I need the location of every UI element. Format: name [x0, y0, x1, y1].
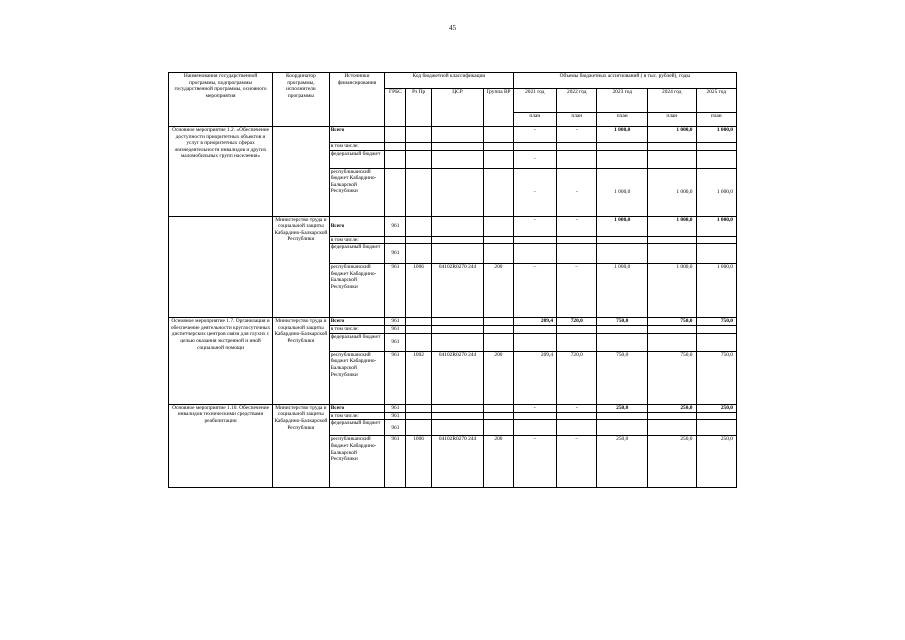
- m12-ex-total-row: [169, 216, 737, 236]
- m12-ex-republic-grbs: 961: [385, 264, 406, 318]
- header-sources: Источники финансирования: [329, 73, 385, 127]
- m12-republic-2025: 1 000,0: [696, 168, 737, 216]
- m12-executor: Министерство труда и социальной защиты Кабардино-Балкарской Республики: [273, 216, 330, 318]
- m110-republic-csr: 04102R0270 244: [431, 436, 484, 488]
- header-plan-2021: план: [513, 113, 556, 127]
- m17-total-2025: 750,0: [696, 318, 737, 326]
- m110-incl-label: в том числе:: [329, 412, 385, 420]
- budget-table: [168, 72, 737, 488]
- m17-executor: Министерство труда и социальной защиты Кабардино-Балкарской Республики: [273, 318, 330, 405]
- m12-ex-total-2023: 1 000,0: [597, 216, 648, 236]
- header-coordinator: Координатор программы, исполнители программы: [273, 73, 330, 127]
- m12-coordinator-empty: [273, 127, 330, 217]
- m110-federal-grbs: 961: [385, 420, 406, 436]
- header-year-2024: 2024 год: [648, 89, 697, 113]
- m110-executor: Министерство труда и социальной защиты Кабардино-Балкарской Республики: [273, 404, 330, 488]
- m17-total-2023: 750,0: [597, 318, 648, 326]
- m12-ex-republic-2025: 1 000,0: [696, 264, 737, 318]
- m110-federal-label: федеральный бюджет: [329, 420, 385, 436]
- m17-republic-2024: 750,0: [648, 351, 697, 404]
- m17-republic-2023: 750,0: [597, 351, 648, 404]
- m12-ex-republic-vr: 200: [484, 264, 513, 318]
- m17-federal-grbs: 961: [385, 333, 406, 351]
- m12-total-label: Всего: [329, 127, 385, 143]
- header-vr: Группа ВР: [484, 89, 513, 127]
- m110-total-grbs: 961: [385, 404, 406, 412]
- m12-republic-2022: -: [557, 168, 597, 216]
- header-year-2022: 2022 год: [557, 89, 597, 113]
- m110-total-2023: 250,0: [597, 404, 648, 412]
- m17-republic-rzpr: 1002: [406, 351, 431, 404]
- m110-total-label: Всего: [329, 404, 385, 412]
- m110-total-2022: -: [557, 404, 597, 412]
- m12-ex-federal-label: федеральный бюджет: [329, 244, 385, 264]
- m12-ex-federal-grbs: 961: [385, 244, 406, 264]
- header-budget-code: Код бюджетной классификации: [385, 73, 513, 89]
- m110-republic-2025: 250,0: [696, 436, 737, 488]
- m17-total-2024: 750,0: [648, 318, 697, 326]
- m12-total-2024: 1 000,0: [648, 127, 697, 143]
- m12-total-vr: [484, 127, 513, 143]
- header-csr: ЦСР: [431, 89, 484, 127]
- m17-incl-label: в том числе:: [329, 326, 385, 334]
- m12-republic-label: республиканский бюджет Кабардино-Балкарской Республики: [329, 168, 385, 216]
- m17-total-2022: 720,0: [557, 318, 597, 326]
- m12-total-rzpr: [406, 127, 431, 143]
- m12-total-row: [169, 127, 737, 143]
- m12-ex-republic-csr: 04102R0270 244: [431, 264, 484, 318]
- m17-total-row: [169, 318, 737, 326]
- m110-title: Основное мероприятие 1.10. Обеспечение инвалидов техническими средствами реабилитации: [169, 404, 273, 488]
- m110-republic-2021: –: [513, 436, 556, 488]
- m17-total-grbs: 961: [385, 318, 406, 326]
- header-row-1: [169, 73, 737, 89]
- m12-title: Основное мероприятие 1.2. «Обеспечение доступности приоритетных объектов и услуг в приоритетных сферах жизнедеятельности инвалидов и других маломобильных групп населения»: [169, 127, 273, 217]
- m12-republic-2021: -: [513, 168, 556, 216]
- m12-federal-label: федеральный бюджет: [329, 150, 385, 168]
- header-rzpr: Рз Пр: [406, 89, 431, 127]
- m17-republic-vr: 200: [484, 351, 513, 404]
- m17-total-2021: 209,4: [513, 318, 556, 326]
- m17-republic-2025: 750,0: [696, 351, 737, 404]
- m17-incl-grbs: 961: [385, 326, 406, 334]
- m12-ex-total-2025: 1 000,0: [696, 216, 737, 236]
- m17-republic-csr: 04102R0270 244: [431, 351, 484, 404]
- m110-republic-vr: 200: [484, 436, 513, 488]
- m17-title: Основное мероприятие 1.7. Организация и обеспечение деятельности круглосуточных диспетчерских центров связи для глухих с целью оказания экстренной и иной социальной помощи: [169, 318, 273, 405]
- m12-ex-name-empty: [169, 216, 273, 318]
- m12-ex-incl-label: в том числе:: [329, 236, 385, 244]
- m12-republic-2024: 1 000,0: [648, 168, 697, 216]
- header-year-2025: 2025 год: [696, 89, 737, 113]
- m12-ex-total-2024: 1 000,0: [648, 216, 697, 236]
- m12-total-csr: [431, 127, 484, 143]
- m110-incl-grbs: 961: [385, 412, 406, 420]
- header-plan-2024: план: [648, 113, 697, 127]
- m110-republic-2022: –: [557, 436, 597, 488]
- m12-ex-total-label: Всего: [329, 216, 385, 236]
- header-plan-2025: план: [696, 113, 737, 127]
- m110-republic-2023: 250,0: [597, 436, 648, 488]
- m12-total-2021: -: [513, 127, 556, 143]
- m17-federal-label: федеральный бюджет: [329, 333, 385, 351]
- m12-total-2022: -: [557, 127, 597, 143]
- m110-republic-2024: 250,0: [648, 436, 697, 488]
- m12-federal-2021: -: [513, 150, 556, 168]
- m12-ex-republic-2024: 1 000,0: [648, 264, 697, 318]
- m12-total-2025: 1 000,0: [696, 127, 737, 143]
- m12-ex-republic-rzpr: 1006: [406, 264, 431, 318]
- m12-ex-total-grbs: 961: [385, 216, 406, 236]
- m110-republic-rzpr: 1006: [406, 436, 431, 488]
- m110-republic-label: республиканский бюджет Кабардино-Балкарской Республики: [329, 436, 385, 488]
- header-volumes: Объемы бюджетных ассигнований ( в тыс. рублей), годы: [513, 73, 736, 89]
- m17-republic-grbs: 961: [385, 351, 406, 404]
- header-year-2023: 2023 год: [597, 89, 648, 113]
- header-plan-2022: план: [557, 113, 597, 127]
- m110-total-row: [169, 404, 737, 412]
- m12-incl-label: в том числе:: [329, 143, 385, 151]
- m12-ex-republic-label: республиканский бюджет Кабардино-Балкарской Республики: [329, 264, 385, 318]
- m17-republic-2022: 720,0: [557, 351, 597, 404]
- m12-ex-republic-2021: –: [513, 264, 556, 318]
- m12-total-grbs: [385, 127, 406, 143]
- page-number: 45: [449, 24, 456, 32]
- m12-ex-republic-2023: 1 000,0: [597, 264, 648, 318]
- m12-ex-republic-2022: –: [557, 264, 597, 318]
- header-grbs: ГРБС: [385, 89, 406, 127]
- m12-total-2023: 1 000,0: [597, 127, 648, 143]
- m17-republic-2021: 209,4: [513, 351, 556, 404]
- m110-republic-grbs: 961: [385, 436, 406, 488]
- header-year-2021: 2021 год: [513, 89, 556, 113]
- m110-total-2021: -: [513, 404, 556, 412]
- m110-total-2025: 250,0: [696, 404, 737, 412]
- header-plan-2023: план: [597, 113, 648, 127]
- m12-republic-2023: 1 000,0: [597, 168, 648, 216]
- m17-total-label: Всего: [329, 318, 385, 326]
- m12-ex-total-2022: -: [557, 216, 597, 236]
- m12-ex-total-2021: -: [513, 216, 556, 236]
- m110-total-2024: 250,0: [648, 404, 697, 412]
- m17-republic-label: республиканский бюджет Кабардино-Балкарской Республики: [329, 351, 385, 404]
- header-name: Наименования государственной программы, подпрограммы государственной программы, основного мероприятия: [169, 73, 273, 127]
